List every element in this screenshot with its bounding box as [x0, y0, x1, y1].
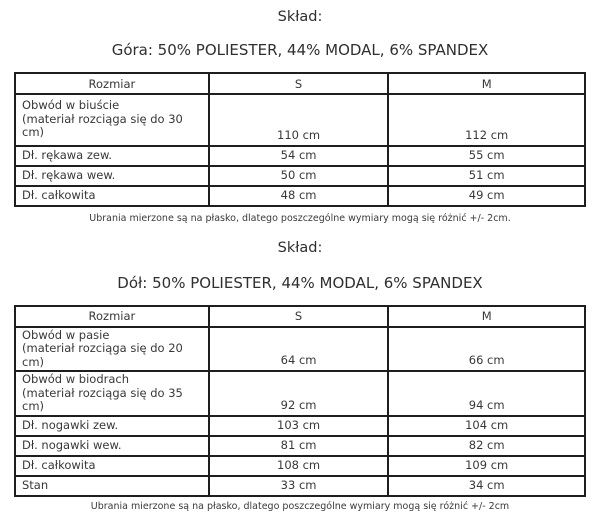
cell-value-m: 94 cm [388, 371, 585, 416]
composition-heading-top: Góra: 50% POLIESTER, 44% MODAL, 6% SPANDEX [111, 41, 489, 59]
col-header-rozmiar: Rozmiar [15, 306, 209, 327]
table-row [15, 476, 585, 496]
table-row [15, 94, 585, 146]
row-label: Obwód w pasie [22, 327, 110, 342]
measurement-note-top: Ubrania mierzone są na płasko, dlatego poszczególne wymiary mogą się różnić +/- 2cm. [89, 212, 511, 224]
table-row [15, 186, 585, 206]
cell-value-m: 55 cm [388, 146, 585, 166]
row-label: Dł. całkowita [15, 456, 209, 476]
table-row [15, 416, 585, 436]
table-row [15, 327, 585, 372]
row-label-cell [15, 371, 209, 416]
row-label: Dł. nogawki wew. [15, 436, 209, 456]
size-table-top [14, 72, 586, 207]
cell-value-s: 110 cm [209, 94, 389, 146]
col-header-m: M [388, 306, 585, 327]
sklad-heading-bottom: Skład: [277, 239, 323, 256]
table-row [15, 371, 585, 416]
section-bottom-garment [0, 240, 600, 512]
row-label: Dł. rękawa wew. [15, 166, 209, 186]
section-top-garment [0, 0, 600, 224]
size-table-bottom [14, 305, 586, 497]
row-sublabel: (materiał rozciąga się do 35 cm) [22, 385, 183, 413]
row-sublabel: (materiał rozciąga się do 20 cm) [22, 341, 183, 369]
cell-value-s: 54 cm [209, 146, 389, 166]
row-label-cell [15, 327, 209, 372]
cell-value-m: 66 cm [388, 327, 585, 372]
table-row [15, 146, 585, 166]
cell-value-m: 34 cm [388, 476, 585, 496]
cell-value-m: 51 cm [388, 166, 585, 186]
measurement-note-bottom: Ubrania mierzone są na płasko, dlatego poszczególne wymiary mogą się różnić +/- 2cm [90, 500, 510, 512]
row-label: Dł. nogawki zew. [15, 416, 209, 436]
cell-value-m: 49 cm [388, 186, 585, 206]
cell-value-m: 109 cm [388, 456, 585, 476]
cell-value-m: 112 cm [388, 94, 585, 146]
table-header-row [15, 73, 585, 94]
row-sublabel: (materiał rozciąga się do 30 cm) [22, 111, 183, 139]
table-row [15, 456, 585, 476]
row-label: Stan [15, 476, 209, 496]
row-label: Dł. całkowita [15, 186, 209, 206]
cell-value-m: 104 cm [388, 416, 585, 436]
cell-value-s: 33 cm [209, 476, 389, 496]
row-label-cell [15, 94, 209, 146]
sklad-heading-top: Skład: [277, 9, 323, 25]
col-header-m: M [388, 73, 585, 94]
table-header-row [15, 306, 585, 327]
col-header-rozmiar: Rozmiar [15, 73, 209, 94]
cell-value-s: 103 cm [209, 416, 389, 436]
cell-value-s: 64 cm [209, 327, 389, 372]
cell-value-m: 82 cm [388, 436, 585, 456]
cell-value-s: 50 cm [209, 166, 389, 186]
cell-value-s: 108 cm [209, 456, 389, 476]
row-label: Dł. rękawa zew. [15, 146, 209, 166]
cell-value-s: 48 cm [209, 186, 389, 206]
table-row [15, 166, 585, 186]
composition-heading-bottom: Dół: 50% POLIESTER, 44% MODAL, 6% SPANDEX [117, 273, 483, 292]
row-label: Obwód w biuście [22, 98, 120, 112]
row-label: Obwód w biodrach [22, 372, 130, 386]
col-header-s: S [209, 73, 389, 94]
cell-value-s: 92 cm [209, 371, 389, 416]
col-header-s: S [209, 306, 389, 327]
cell-value-s: 81 cm [209, 436, 389, 456]
